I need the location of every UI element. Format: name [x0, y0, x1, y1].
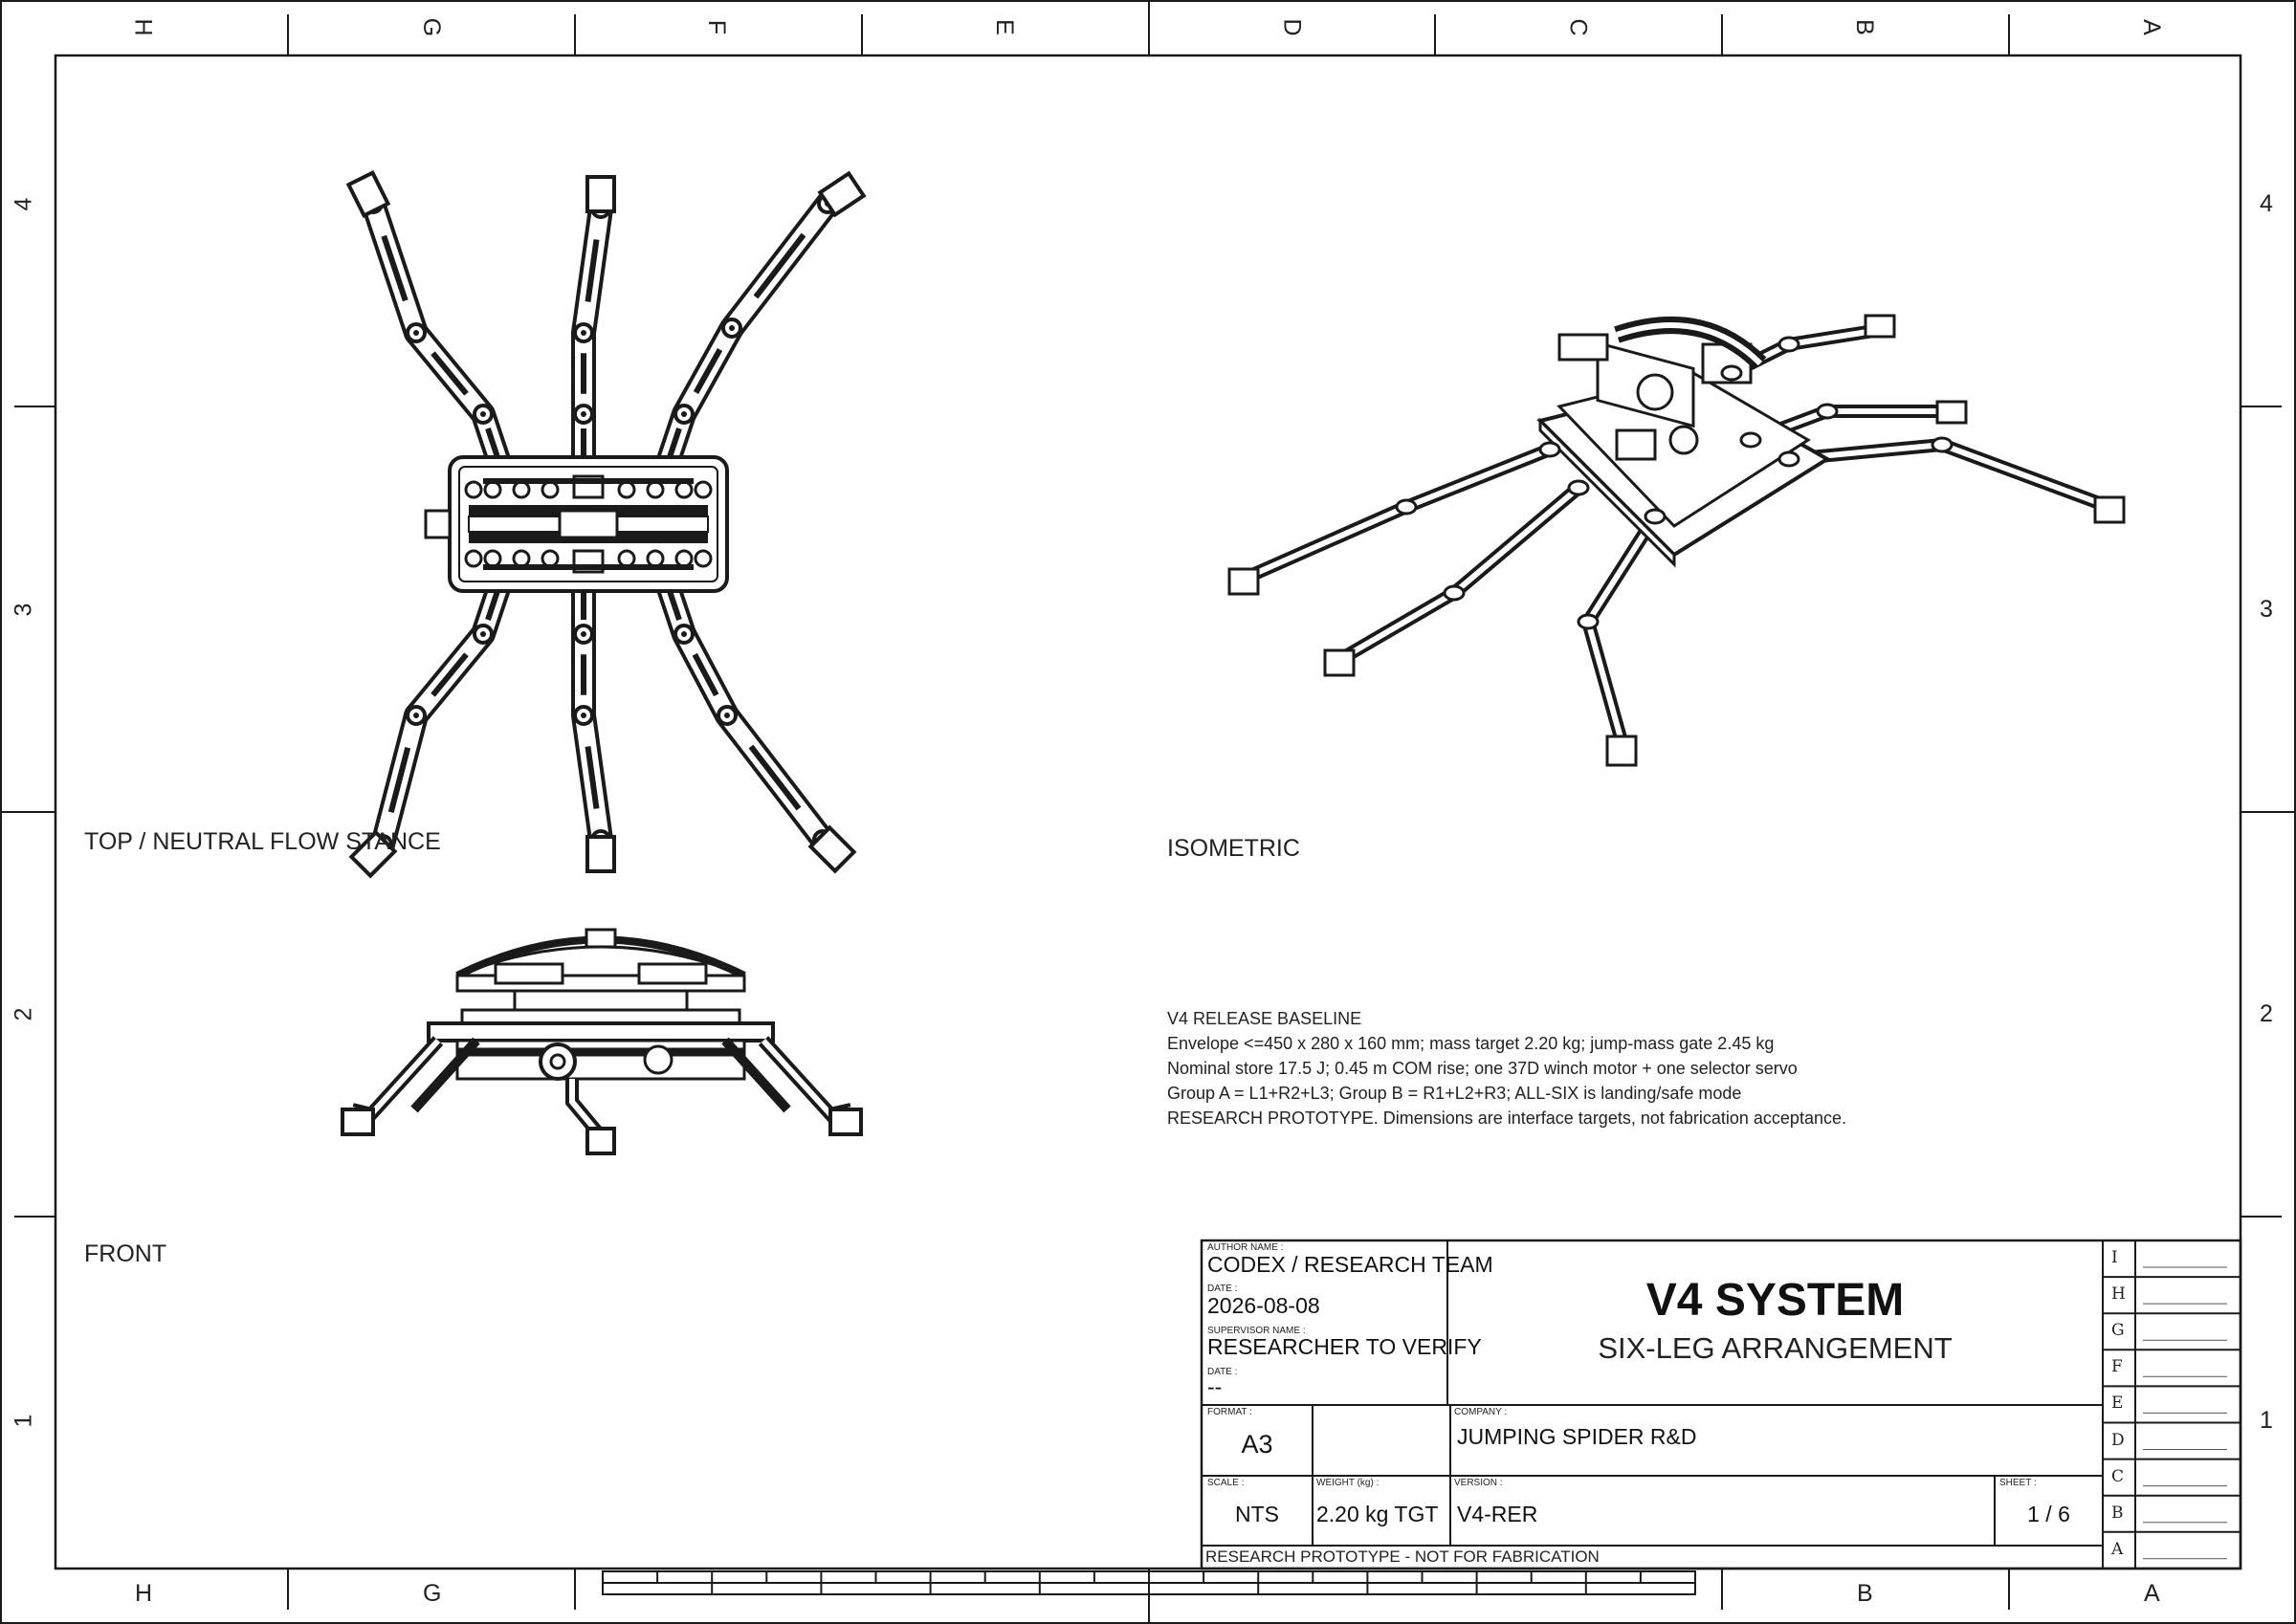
date-label: DATE : — [1207, 1284, 1238, 1294]
zone-label-bottom: A — [2144, 1580, 2160, 1607]
notes-title: V4 RELEASE BASELINE — [1167, 1009, 1362, 1028]
sheet-value: 1 / 6 — [2027, 1502, 2070, 1526]
zone-label-left: 2 — [10, 1007, 37, 1021]
zone-label-top: E — [990, 19, 1018, 35]
author-value: CODEX / RESEARCH TEAM — [1207, 1252, 1493, 1277]
zone-label-left: 3 — [10, 603, 37, 617]
sheet-label: SHEET : — [1999, 1478, 2037, 1488]
weight-value: 2.20 kg TGT — [1316, 1502, 1439, 1526]
date2-label: DATE : — [1207, 1367, 1238, 1377]
format-label: FORMAT : — [1207, 1407, 1252, 1417]
supervisor-value: RESEARCHER TO VERIFY — [1207, 1334, 1482, 1359]
date-value: 2026-08-08 — [1207, 1293, 1320, 1318]
zone-label-right: 4 — [2260, 190, 2273, 217]
scale-value: NTS — [1235, 1502, 1279, 1526]
supervisor-label: SUPERVISOR NAME : — [1207, 1326, 1306, 1336]
top-view-drawing — [348, 173, 863, 876]
zone-label-bottom: B — [1857, 1580, 1873, 1607]
version-label: VERSION : — [1454, 1478, 1503, 1488]
notes-block — [1167, 1006, 1846, 1130]
zone-label-left: 4 — [10, 197, 37, 211]
date2-value: -- — [1207, 1374, 1223, 1399]
zone-label-top: C — [1564, 18, 1592, 36]
notes-line: Envelope <=450 x 280 x 160 mm; mass target 2.20 kg; jump-mass gate 2.45 kg — [1167, 1034, 1775, 1053]
revision-letter: D — [2111, 1430, 2125, 1450]
footer-note: RESEARCH PROTOTYPE - NOT FOR FABRICATION — [1205, 1547, 1600, 1566]
format-value: A3 — [1241, 1430, 1273, 1459]
company-label: COMPANY : — [1454, 1407, 1508, 1417]
revision-letter: B — [2111, 1503, 2124, 1523]
weight-label: WEIGHT (kg) : — [1316, 1478, 1380, 1488]
zone-label-right: 1 — [2260, 1407, 2273, 1434]
zone-label-top: B — [1850, 19, 1878, 35]
zone-label-right: 2 — [2260, 1000, 2273, 1027]
zone-label-top: F — [703, 19, 731, 35]
drawing-subtitle: SIX-LEG ARRANGEMENT — [1598, 1331, 1953, 1365]
company-value: JUMPING SPIDER R&D — [1457, 1424, 1697, 1449]
revision-letter: H — [2111, 1284, 2126, 1305]
zone-label-right: 3 — [2260, 596, 2273, 623]
zone-label-left: 1 — [10, 1414, 37, 1428]
zone-label-top: H — [129, 18, 157, 36]
revision-letter: E — [2111, 1394, 2124, 1414]
front-view-label: FRONT — [84, 1240, 167, 1267]
drawing-title: V4 SYSTEM — [1645, 1275, 1905, 1326]
revision-letter: I — [2111, 1248, 2118, 1267]
zone-label-bottom: G — [423, 1580, 442, 1607]
top-view-label: TOP / NEUTRAL FLOW STANCE — [84, 828, 441, 855]
zone-label-top: G — [418, 17, 446, 37]
zone-label-top: D — [1278, 18, 1306, 36]
notes-line: RESEARCH PROTOTYPE. Dimensions are interface targets, not fabrication acceptance. — [1167, 1108, 1846, 1128]
version-value: V4-RER — [1457, 1502, 1538, 1526]
notes-line: Group A = L1+R2+L3; Group B = R1+L2+R3; ALL-SIX is landing/safe mode — [1167, 1084, 1742, 1103]
author-label: AUTHOR NAME : — [1207, 1242, 1284, 1253]
revision-letter: G — [2111, 1321, 2125, 1341]
zone-label-top: A — [2137, 19, 2165, 35]
zone-label-bottom: H — [135, 1580, 153, 1607]
notes-line: Nominal store 17.5 J; 0.45 m COM rise; one 37D winch motor + one selector servo — [1167, 1059, 1798, 1078]
revision-letter: C — [2111, 1466, 2125, 1486]
scale-label: SCALE : — [1207, 1478, 1245, 1488]
revision-letter: A — [2111, 1539, 2124, 1559]
isometric-view-label: ISOMETRIC — [1167, 835, 1300, 862]
revision-letter: F — [2111, 1357, 2123, 1377]
front-view-drawing — [342, 930, 861, 1153]
isometric-view-drawing — [1229, 316, 2124, 765]
